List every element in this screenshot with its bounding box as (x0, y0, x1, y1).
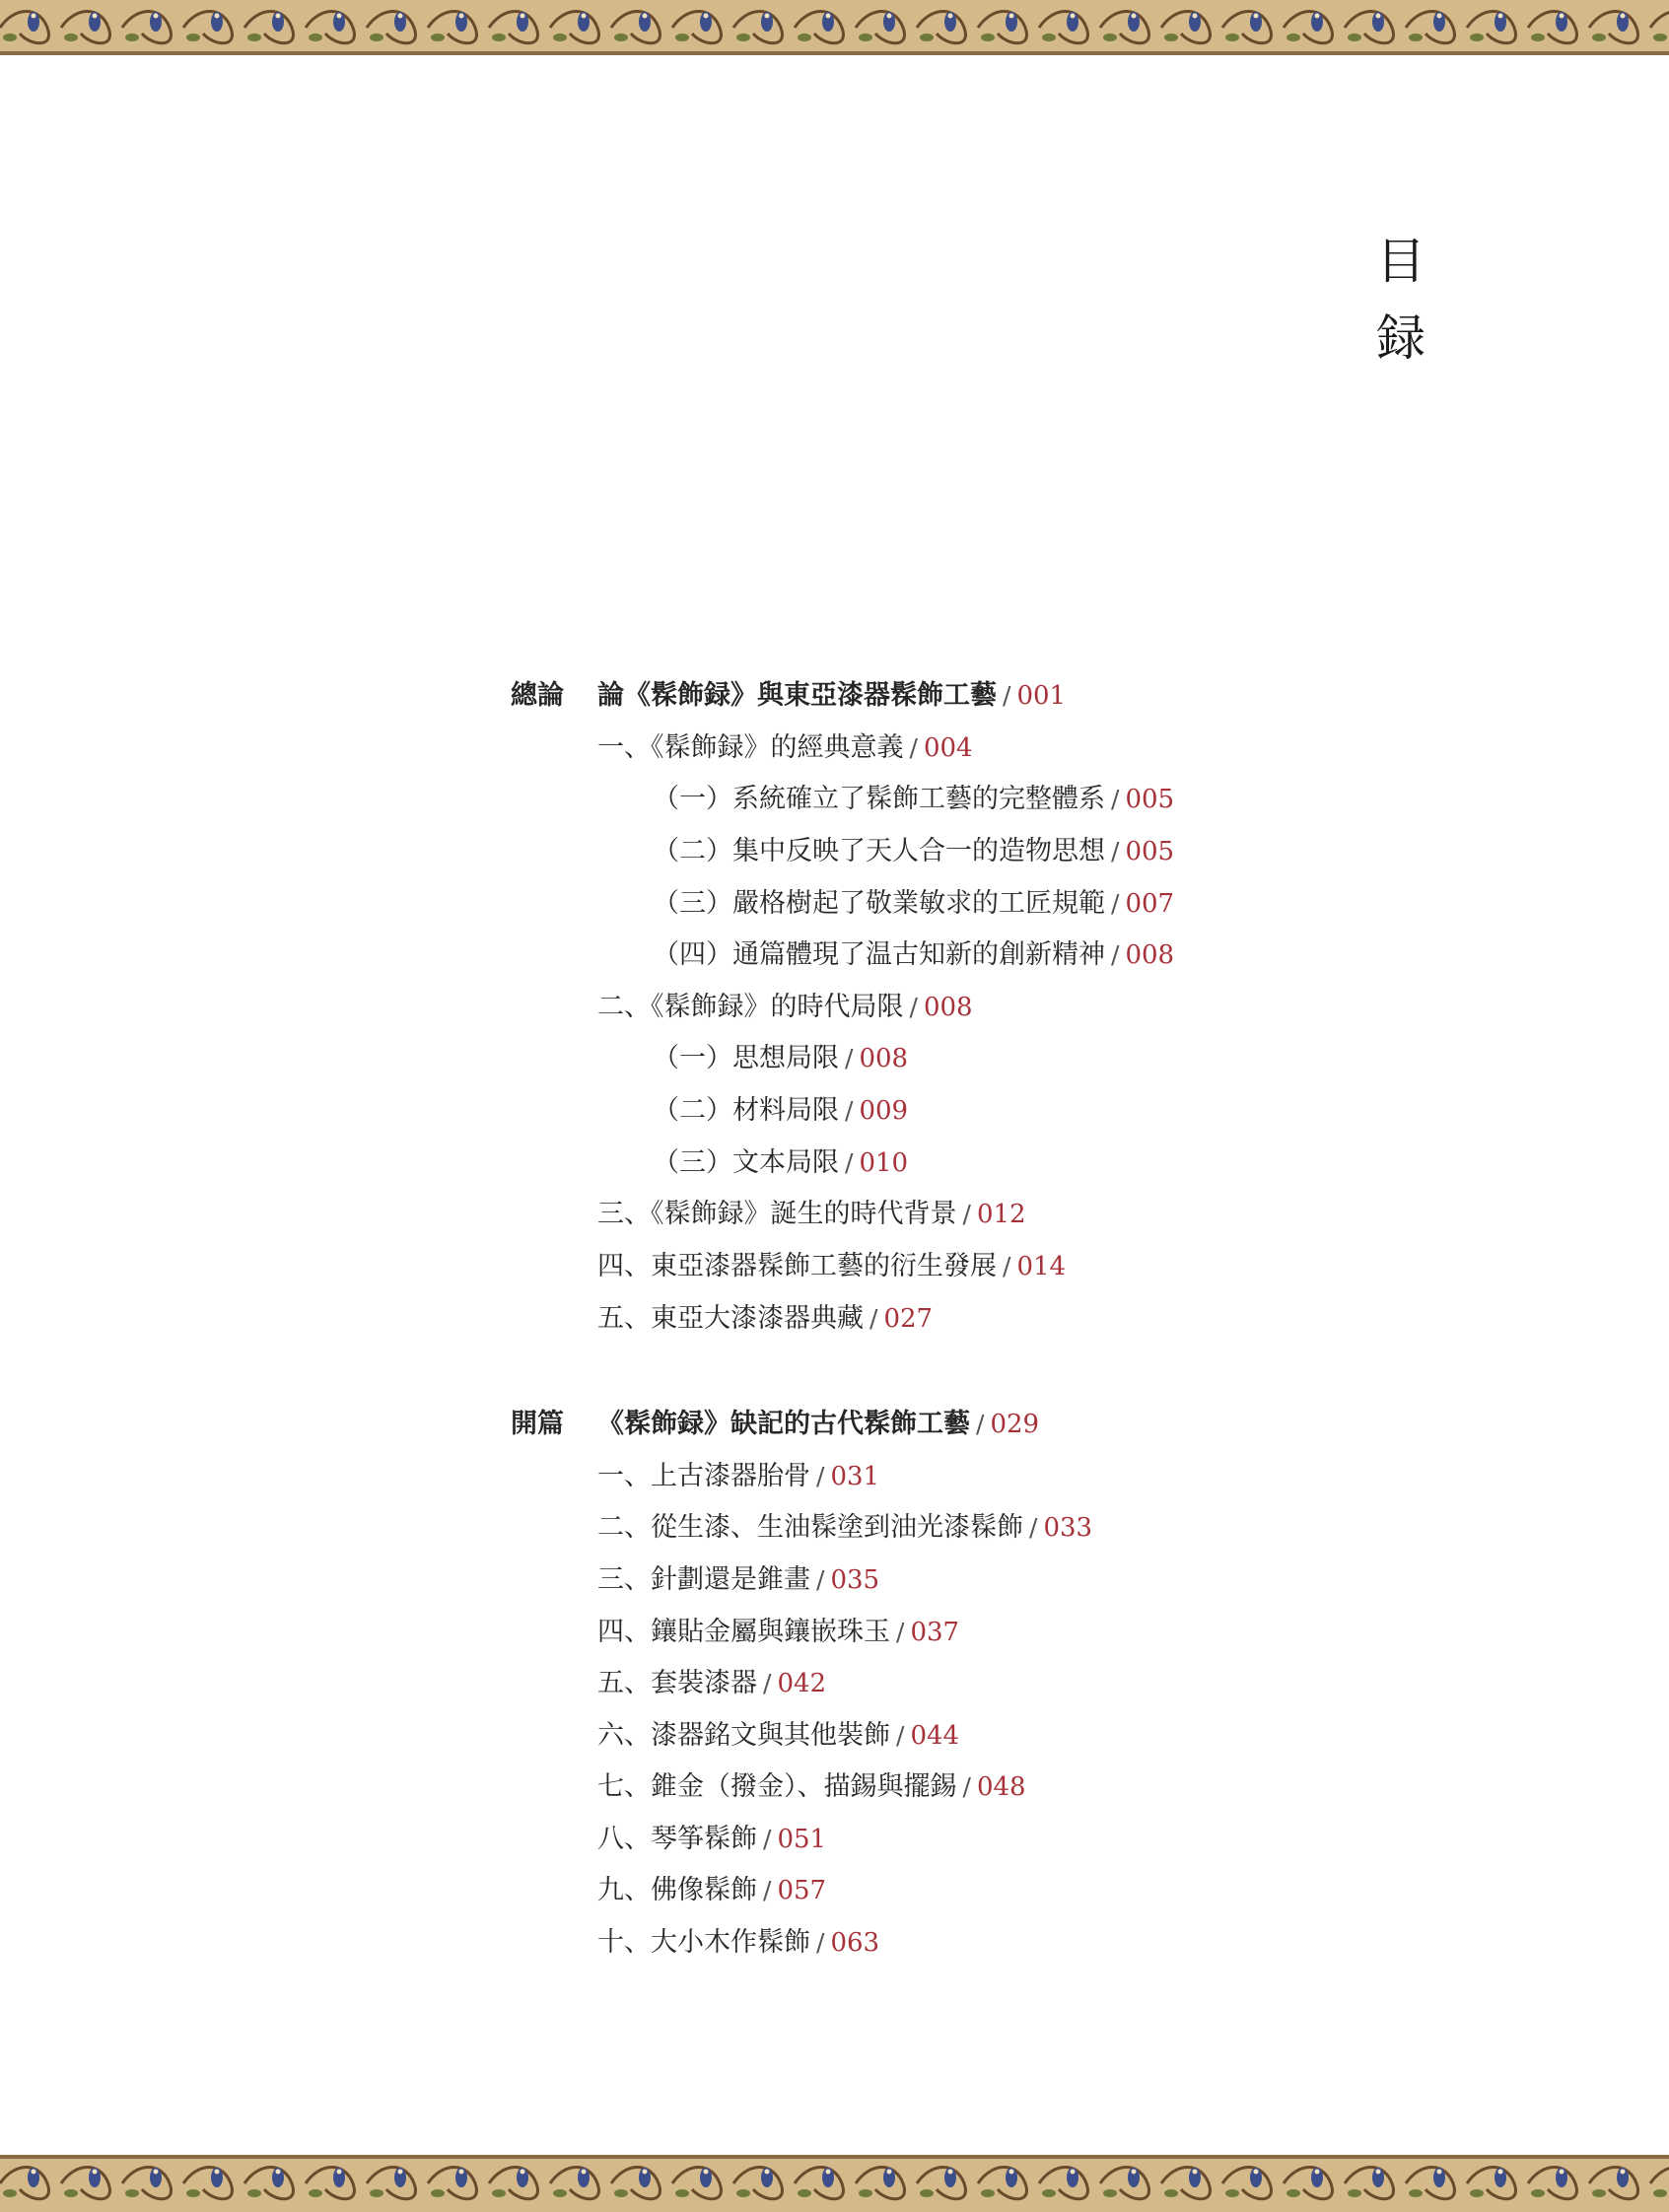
toc-separator: / (962, 1772, 971, 1801)
toc-entry-title: 六、漆器銘文與其他裝飾 (597, 1720, 890, 1751)
toc-entry-title: 五、套裝漆器 (597, 1668, 757, 1698)
toc-separator: / (763, 1825, 772, 1853)
toc-entry-title: 十、大小木作髹飾 (597, 1927, 810, 1958)
toc-section-entry[interactable] (597, 1615, 959, 1650)
toc-entry-title: （四）通篇體現了温古知新的創新精神 (653, 939, 1105, 970)
toc-subsection-entry[interactable] (653, 1093, 908, 1129)
toc-section-entry[interactable] (597, 1666, 826, 1701)
toc-separator: / (845, 1096, 854, 1125)
page-title-char-1: 目 (1376, 233, 1426, 290)
toc-page-number: 044 (910, 1721, 960, 1751)
toc-separator: / (1111, 940, 1120, 969)
toc-subsection-entry[interactable] (653, 937, 1174, 973)
toc-page-number: 029 (990, 1410, 1040, 1439)
toc-separator: / (763, 1669, 772, 1697)
toc-page-number: 009 (859, 1096, 909, 1126)
toc-entry-title: （一）系統確立了髹飾工藝的完整體系 (653, 784, 1105, 814)
toc-page-number: 063 (830, 1928, 880, 1958)
toc-page-number: 051 (777, 1825, 827, 1854)
toc-entry-title: （二）集中反映了天人合一的造物思想 (653, 836, 1105, 866)
toc-subsection-entry[interactable] (653, 1041, 908, 1076)
toc-page-number: 008 (1125, 940, 1175, 970)
page-title-char-2: 録 (1376, 310, 1426, 367)
toc-page-number: 005 (1125, 785, 1175, 814)
toc-separator: / (816, 1462, 825, 1490)
toc-entry-title: 一、上古漆器胎骨 (597, 1461, 810, 1491)
toc-page-number: 010 (859, 1148, 909, 1178)
toc-section-entry[interactable] (597, 1301, 933, 1337)
toc-page-number: 004 (923, 733, 973, 763)
toc-page-number: 014 (1016, 1252, 1067, 1281)
toc-entry-title: 三、《髹飾録》誕生的時代背景 (597, 1199, 957, 1229)
toc-chapter-label: 總論 (511, 680, 564, 711)
toc-section-entry[interactable] (597, 990, 973, 1025)
toc-chapter-entry[interactable] (511, 1407, 1039, 1442)
toc-separator: / (1111, 837, 1120, 865)
toc-page-number: 027 (883, 1304, 934, 1334)
toc-entry-title: 一、《髹飾録》的經典意義 (597, 732, 904, 763)
toc-separator: / (896, 1721, 905, 1750)
toc-subsection-entry[interactable] (653, 1145, 908, 1181)
toc-entry-title: 二、《髹飾録》的時代局限 (597, 992, 904, 1022)
toc-section-entry[interactable] (597, 1925, 879, 1961)
toc-page-number: 037 (910, 1618, 960, 1647)
toc-section-entry[interactable] (597, 1197, 1026, 1232)
toc-chapter-entry[interactable] (511, 678, 1066, 714)
toc-separator: / (1111, 889, 1120, 918)
toc-section-entry[interactable] (597, 1873, 826, 1908)
toc-entry-title: 《髹飾録》缺記的古代髹飾工藝 (597, 1409, 970, 1439)
toc-section-entry[interactable] (597, 1769, 1026, 1805)
toc-entry-title: 八、琴筝髹飾 (597, 1824, 757, 1854)
toc-entry-title: （三）文本局限 (653, 1147, 839, 1178)
toc-entry-title: 五、東亞大漆漆器典藏 (597, 1303, 864, 1334)
toc-page-number: 005 (1125, 837, 1175, 866)
toc-separator: / (1003, 681, 1011, 710)
toc-page-number: 033 (1043, 1513, 1093, 1543)
toc-section-entry[interactable] (597, 1562, 879, 1598)
toc-separator: / (816, 1928, 825, 1957)
toc-entry-title: （三）嚴格樹起了敬業敏求的工匠規範 (653, 888, 1105, 919)
toc-section-entry[interactable] (597, 730, 973, 766)
toc-separator: / (962, 1200, 971, 1228)
toc-page-number: 007 (1125, 889, 1175, 919)
toc-separator: / (909, 993, 918, 1021)
toc-separator: / (909, 733, 918, 762)
toc-separator: / (845, 1044, 854, 1072)
toc-subsection-entry[interactable] (653, 886, 1174, 922)
toc-section-entry[interactable] (597, 1459, 879, 1494)
toc-section-entry[interactable] (597, 1249, 1066, 1284)
toc-separator: / (845, 1148, 854, 1177)
toc-entry-title: 論《髹飾録》與東亞漆器髹飾工藝 (597, 680, 997, 711)
toc-separator: / (1111, 785, 1120, 813)
toc-entry-title: （二）材料局限 (653, 1095, 839, 1126)
toc-page-number: 031 (830, 1462, 880, 1491)
toc-separator: / (976, 1410, 985, 1438)
toc-entry-title: 九、佛像髹飾 (597, 1875, 757, 1905)
toc-page-number: 008 (859, 1044, 909, 1073)
toc-entry-title: 七、錐金（撥金）、描錫與擺錫 (597, 1771, 957, 1802)
toc-page-number: 042 (777, 1669, 827, 1698)
toc-separator: / (869, 1304, 878, 1333)
toc-subsection-entry[interactable] (653, 834, 1174, 869)
toc-entry-title: 四、東亞漆器髹飾工藝的衍生發展 (597, 1251, 997, 1281)
toc-entry-title: 二、從生漆、生油髹塗到油光漆髹飾 (597, 1512, 1023, 1543)
toc-separator: / (1003, 1252, 1011, 1280)
toc-separator: / (1029, 1513, 1038, 1542)
toc-section-entry[interactable] (597, 1718, 959, 1754)
toc-separator: / (763, 1876, 772, 1904)
toc-chapter-label: 開篇 (511, 1409, 564, 1439)
toc-separator: / (816, 1565, 825, 1594)
toc-entry-title: （一）思想局限 (653, 1043, 839, 1073)
floral-border-icon (0, 2155, 1669, 2212)
toc-section-entry[interactable] (597, 1510, 1092, 1546)
toc-separator: / (896, 1618, 905, 1646)
toc-entry-title: 三、針劃還是錐畫 (597, 1564, 810, 1595)
toc-subsection-entry[interactable] (653, 782, 1174, 817)
toc-page-number: 057 (777, 1876, 827, 1905)
toc-page-number: 008 (923, 993, 973, 1022)
toc-page-number: 035 (830, 1565, 880, 1595)
toc-page-number: 001 (1016, 681, 1067, 711)
toc-entry-title: 四、鑲貼金屬與鑲嵌珠玉 (597, 1617, 890, 1647)
bottom-ornamental-border (0, 2155, 1669, 2212)
toc-page-number: 012 (976, 1200, 1026, 1229)
toc-page-number: 048 (976, 1772, 1026, 1802)
toc-section-entry[interactable] (597, 1822, 826, 1857)
